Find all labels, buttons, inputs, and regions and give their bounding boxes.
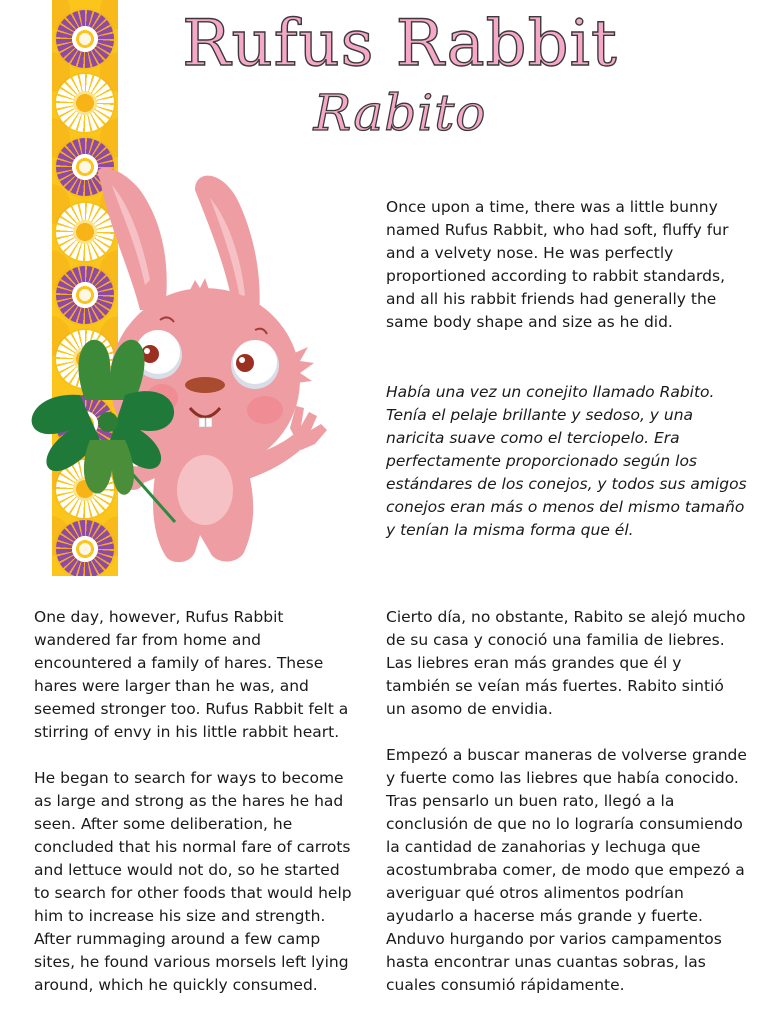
- bunny-illustration: [0, 160, 370, 580]
- paragraph: He began to search for ways to become as large and strong as the hares he had seen. After some deliberation, he concluded that his normal fare of carrots and lettuce would not do, so he started to search for other foods that would help him to increase his size and strength. After rummaging around a few camp sites, he found various morsels left lying around, which he quickly consumed.: [34, 769, 352, 994]
- page-subtitle: Rabito: [313, 84, 487, 142]
- paragraph: One day, however, Rufus Rabbit wandered far from home and encountered a family of hares. These hares were larger than he was, and seemed stronger too. Rufus Rabbit felt a stirring of envy in his little rabbit heart.: [34, 608, 349, 741]
- story-spanish-column: [386, 606, 748, 997]
- paragraph: Once upon a time, there was a little bunny named Rufus Rabbit, who had soft, fluffy fur and a velvety nose. He was perfectly proportioned according to rabbit standards, and all his rabbit friends had generally the same body shape and size as he did.: [386, 198, 729, 331]
- bunny-icon: [0, 160, 370, 580]
- intro-spanish: [386, 381, 756, 542]
- paragraph: Había una vez un conejito llamado Rabito. Tenía el pelaje brillante y sedoso, y una naricita suave como el terciopelo. Era perfectamente proporcionado según los estándares de los conejos, y todos sus amigos conejos eran más o menos del mismo tamaño y tenían la misma forma que él.: [386, 383, 747, 539]
- paragraph: Cierto día, no obstante, Rabito se alejó mucho de su casa y conoció una familia de liebres. Las liebres eran más grandes que él y también se veían más fuertes. Rabito sintió un asomo de envidia.: [386, 608, 746, 718]
- white-flower-icon: [56, 74, 114, 132]
- intro-english: [386, 196, 756, 334]
- story-english-column: [34, 606, 356, 997]
- page-title: Rufus Rabbit: [182, 7, 618, 81]
- paragraph: Empezó a buscar maneras de volverse grande y fuerte como las liebres que había conocido. Tras pensarlo un buen rato, llegó a la conclusión de que no lo lograría consumiendo la cantidad de zanahorias y lechuga que acostumbraba comer, de modo que empezó a averiguar qué otros alimentos podrían ayudarlo a hacerse más grande y fuerte. Anduvo hurgando por varios campamentos hasta encontrar unas cuantas sobras, las cuales consumió rápidamente.: [386, 746, 747, 994]
- purple-flower-icon: [56, 10, 114, 68]
